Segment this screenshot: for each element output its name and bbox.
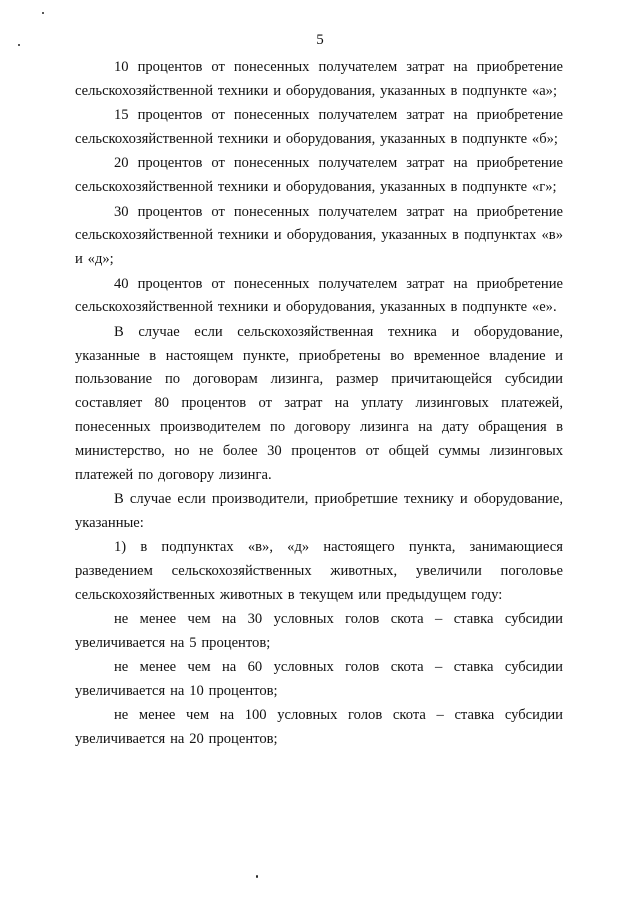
paragraph: 1) в подпунктах «в», «д» настоящего пункта, занимающиеся разведением сельскохозяйственных животных, увеличили поголовье сельскохозяйственных животных в текущем или предыдущем году: — [75, 539, 563, 603]
paragraph: не менее чем на 60 условных голов скота – ставка субсидии увеличивается на 10 процентов; — [75, 659, 563, 700]
paragraph: В случае если производители, приобретшие технику и оборудование, указанные: — [75, 490, 563, 531]
scan-speck — [256, 875, 258, 878]
paragraph: 20 процентов от понесенных получателем затрат на приобретение сельскохозяйственной техники и оборудования, указанных в подпункте «г»; — [75, 155, 563, 196]
scan-speck — [42, 12, 44, 14]
paragraph: 40 процентов от понесенных получателем затрат на приобретение сельскохозяйственной техники и оборудования, указанных в подпункте «е». — [75, 275, 563, 316]
document-body — [75, 56, 563, 752]
paragraph: В случае если сельскохозяйственная техника и оборудование, указанные в настоящем пункте, приобретены во временное владение и пользование по договорам лизинга, размер причитающейся субсидии составляет 80 процентов от затрат на уплату лизинговых платежей, понесенных производителем по договору лизинга на дату обращения в министерство, но не более 30 процентов от общей суммы лизинговых платежей по договору лизинга. — [75, 323, 563, 483]
paragraph: 10 процентов от понесенных получателем затрат на приобретение сельскохозяйственной техники и оборудования, указанных в подпункте «а»; — [75, 59, 563, 99]
paragraph: не менее чем на 100 условных голов скота – ставка субсидии увеличивается на 20 процентов; — [75, 707, 563, 748]
page-number: 5 — [316, 32, 324, 48]
paragraph: 30 процентов от понесенных получателем затрат на приобретение сельскохозяйственной техники и оборудования, указанных в подпунктах «в» и «д»; — [75, 203, 563, 268]
paragraph: 15 процентов от понесенных получателем затрат на приобретение сельскохозяйственной техники и оборудования, указанных в подпункте «б»; — [75, 107, 563, 147]
paragraph: не менее чем на 30 условных голов скота – ставка субсидии увеличивается на 5 процентов; — [75, 611, 563, 651]
